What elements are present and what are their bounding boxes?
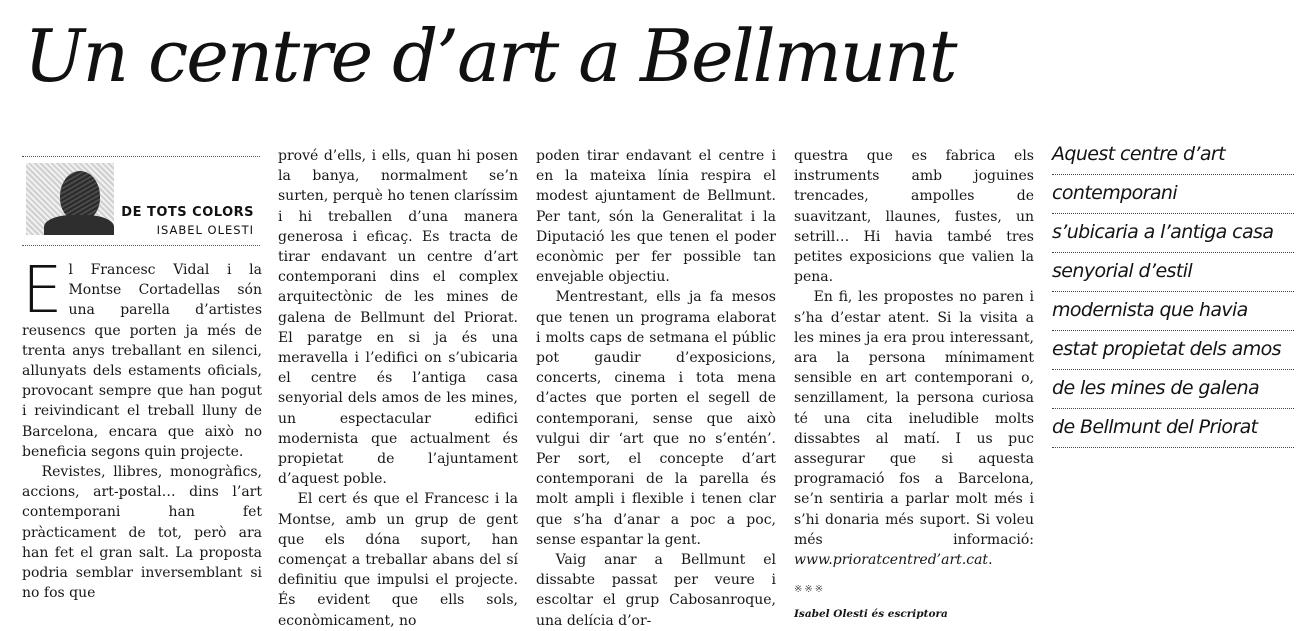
website-reference: www.prioratcentred’art.cat: [794, 552, 989, 569]
column-4: [794, 146, 1034, 625]
author-portrait-icon: [26, 163, 114, 235]
paragraph: Mentrestant, ells ja fa mesos que tenen un programa elaborat i molts caps de setmana el públic pot gaudir d’exposicions, concerts, cinema i tota mena d’actes que porten el segell de contemporani, sense que això vulgui dir ‘art que no s’entén’. Per sort, el concepte d’art contemporani de la parella és molt ampli i flexible i tenen clar que s’ha d’anar a poc a poc, sense espantar la gent.: [536, 289, 776, 548]
pull-quote-line: senyorial d’estil: [1052, 253, 1294, 292]
headline: Un centre d’art a Bellmunt: [24, 14, 956, 98]
paragraph: poden tirar endavant el centre i en la mateixa línia respira el modest ajuntament de Bellmunt. Per tant, són la Generalitat i la Diputació les que tenen el poder econòmic per fer possible tan envejable objectiu.: [536, 148, 776, 286]
pull-quote-line: de Bellmunt del Priorat: [1052, 409, 1294, 448]
end-marks: ※※※: [794, 584, 826, 596]
paragraph: En fi, les propostes no paren i s’ha d’estar atent. Si la visita a les mines ja era prou interessant, ara la persona mínimament sensible en art contemporani o, senzillament, la persona curiosa té una cita ineludible molts dissabtes al matí. I us puc assegurar que si aquesta programació fos a Barcelona, se’n sentiria a parlar molt més i s’hi donaria més suport. Si voleu més informació: www.prioratcentred’art.cat.: [794, 289, 1034, 569]
author-credit: Isabel Olesti és escriptora: [794, 608, 948, 621]
pull-quote-line: contemporani: [1052, 175, 1294, 214]
pull-quote-line: modernista que havia: [1052, 292, 1294, 331]
paragraph: Revistes, llibres, monogràfics, accions, art-postal… dins l’art contemporani han fet pràcticament de tot, però ara han fet el gran salt. La proposta podria semblar inversemblant si no fos que: [22, 464, 262, 602]
column-2: [278, 146, 518, 631]
pull-quote-line: estat propietat dels amos: [1052, 331, 1294, 370]
paragraph: l Francesc Vidal i la Montse Cortadellas són una parella d’artistes reusencs que porten ja més de trenta anys treballant en silenci, allunyats dels estaments oficials, provocant sempre que han pogut i reivindicant el treball lluny de Barcelona, encara que això no beneficia segons quin projecte.: [22, 262, 262, 460]
paragraph: questra que es fabrica els instruments amb joguines trencades, ampolles de suavitzant, llaunes, fustes, un setrill… Hi havia també tres petites exposicions que valien la pena.: [794, 148, 1034, 286]
author-name: ISABEL OLESTI: [156, 223, 254, 237]
pull-quote: [1052, 136, 1294, 448]
byline-box: [22, 156, 260, 246]
column-3: [536, 146, 776, 631]
paragraph: prové d’ells, i ells, quan hi posen la banya, normalment se’n surten, perquè ho tenen claríssim i hi treballen d’una manera generosa i eficaç. Es tracta de tirar endavant un centre d’art contemporani dins el complex arquitectònic de les mines de galena de Bellmunt del Priorat. El paratge en si ja és una meravella i l’edifici on s’ubicaria el centre és l’antiga casa senyorial dels amos de les mines, un espectacular edifici modernista que actualment és propietat de l’ajuntament d’aquest poble.: [278, 148, 518, 488]
paragraph: Vaig anar a Bellmunt el dissabte passat per veure i escoltar el grup Cabosanroque, una delícia d’or-: [536, 552, 776, 629]
section-name: DE TOTS COLORS: [121, 205, 254, 220]
column-1: [22, 254, 262, 603]
drop-cap: E: [22, 254, 63, 328]
paragraph: El cert és que el Francesc i la Montse, amb un grup de gent que els dóna suport, han començat a treballar abans del sí definitiu que impulsi el projecte. És evident que ells sols, econòmicament, no: [278, 491, 518, 629]
pull-quote-line: s’ubicaria a l’antiga casa: [1052, 214, 1294, 253]
pull-quote-line: Aquest centre d’art: [1052, 136, 1294, 175]
pull-quote-line: de les mines de galena: [1052, 370, 1294, 409]
